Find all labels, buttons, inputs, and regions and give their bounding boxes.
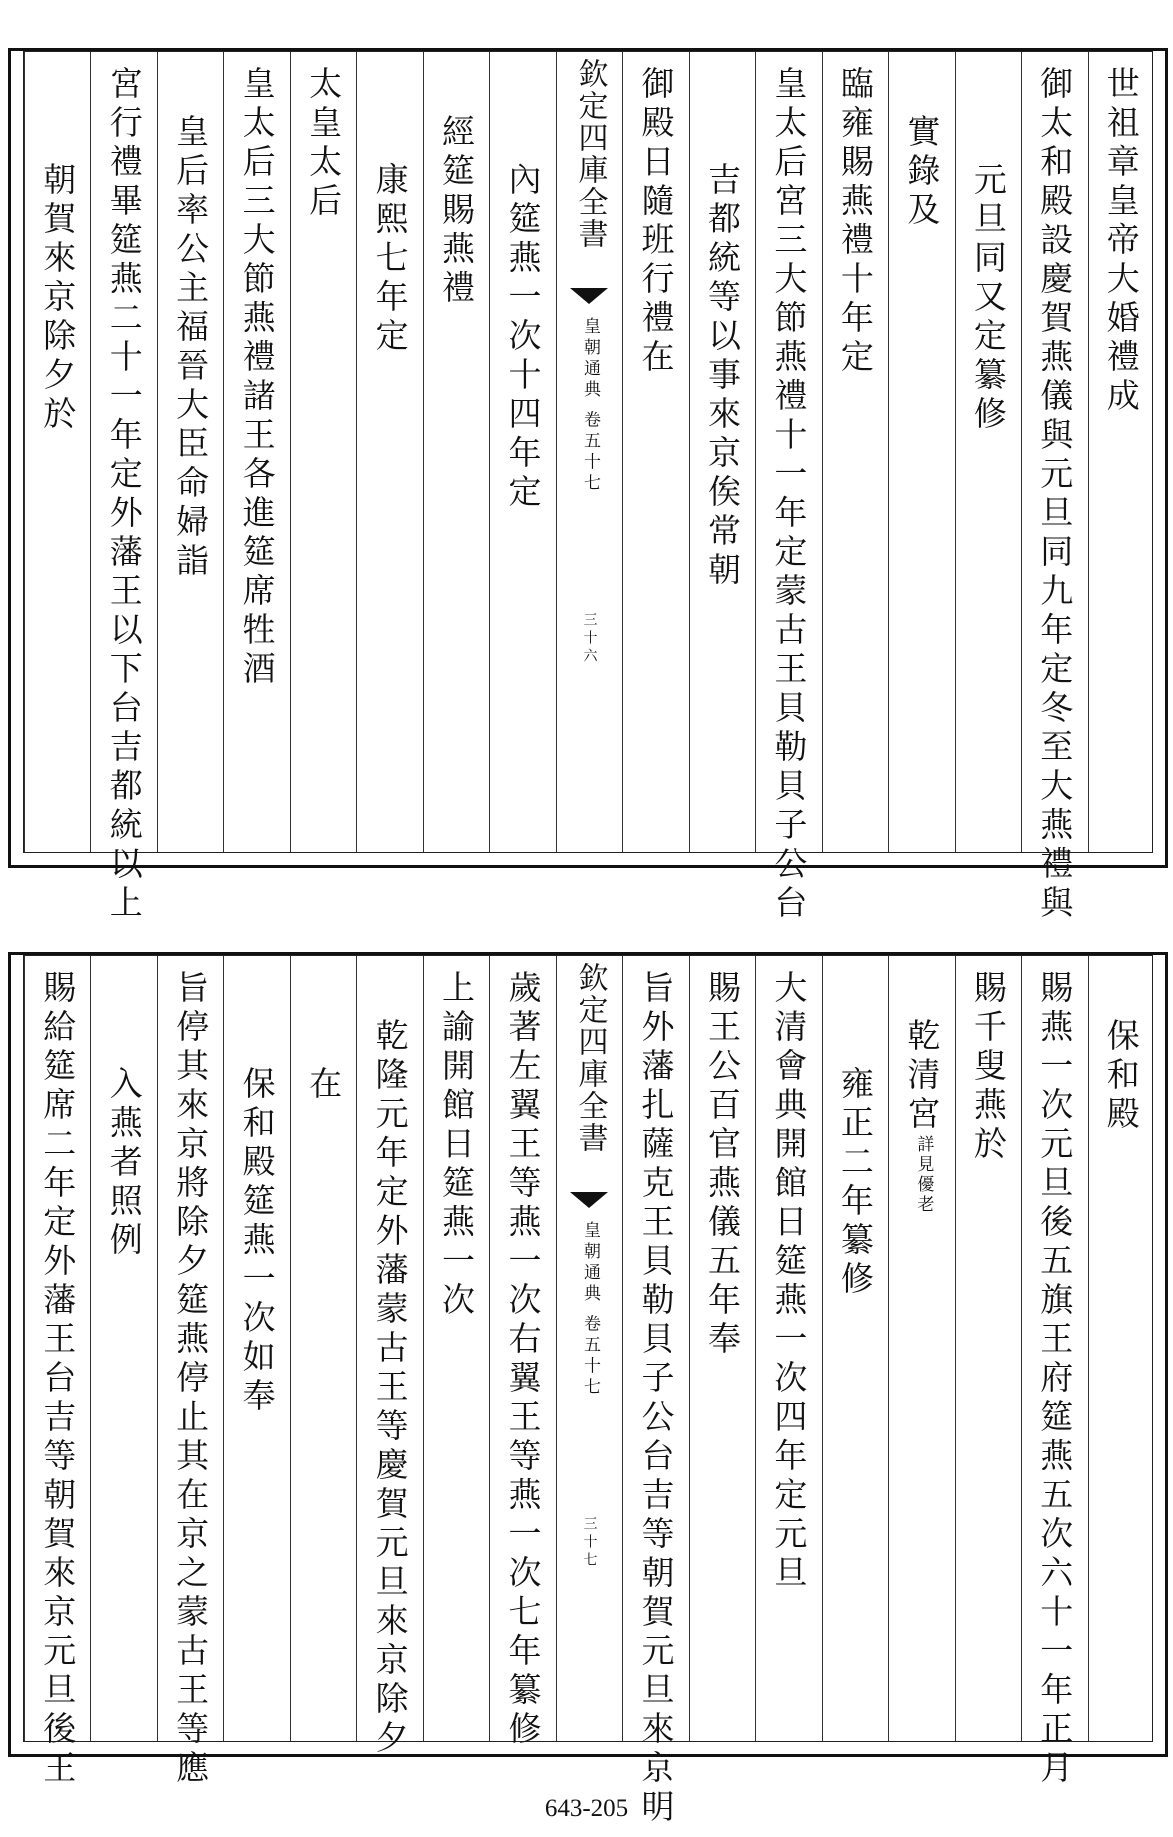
text-column	[356, 52, 422, 852]
interlinear-note: 詳見優老	[913, 1135, 934, 1215]
column-text: 皇太后宮三大節燕禮十一年定蒙古王貝勒貝子公台	[769, 66, 809, 924]
spine-column	[556, 956, 622, 1741]
leaf-number: 三十六	[581, 612, 598, 666]
text-column	[423, 52, 489, 852]
column-text: 宮行禮畢筵燕二十一年定外藩王以下台吉都統以上	[104, 66, 144, 924]
text-column	[689, 956, 755, 1741]
column-text: 乾隆元年定外藩蒙古王等慶賀元旦來京除夕	[370, 1018, 410, 1759]
text-column	[24, 52, 90, 852]
text-column	[955, 52, 1021, 852]
column-text: 太皇太后	[304, 66, 344, 222]
column-text: 大清會典開館日筵燕一次四年定元旦	[769, 970, 809, 1594]
column-text: 乾清宮	[902, 1018, 942, 1135]
column-text: 元旦同又定纂修	[968, 162, 1008, 435]
column-text: 朝賀來京除夕於	[38, 162, 78, 435]
text-column	[622, 956, 688, 1828]
spine-chapter: 皇朝通典 卷五十七	[579, 1221, 600, 1399]
book-title: 欽定四庫全書	[572, 58, 608, 250]
column-text: 內筵燕一次十四年定	[503, 162, 543, 513]
column-text: 皇太后三大節燕禮諸王各進筵席牲酒	[237, 66, 277, 690]
text-column	[1088, 956, 1154, 1741]
text-column	[1021, 956, 1087, 1789]
text-column	[489, 956, 555, 1750]
text-column	[955, 956, 1021, 1741]
text-column	[822, 52, 888, 852]
text-column	[223, 52, 289, 852]
column-text: 世祖章皇帝大婚禮成	[1101, 66, 1141, 417]
column-text: 實錄及	[902, 114, 942, 231]
fishtail-mark	[570, 1192, 608, 1208]
book-title: 欽定四庫全書	[572, 962, 608, 1154]
spine-chapter: 皇朝通典 卷五十七	[579, 317, 600, 495]
text-column	[157, 52, 223, 852]
text-column	[290, 52, 356, 852]
column-text: 雍正二年纂修	[835, 1066, 875, 1300]
text-column	[622, 52, 688, 852]
column-text: 賜千叟燕於	[968, 970, 1008, 1165]
column-text: 賜燕一次元旦後五旗王府筵燕五次六十一年正月	[1035, 970, 1075, 1789]
text-column	[689, 52, 755, 852]
column-text: 臨雍賜燕禮十年定	[835, 66, 875, 378]
column-text: 賜王公百官燕儀五年奉	[702, 970, 742, 1360]
text-column	[90, 956, 156, 1741]
text-column	[157, 956, 223, 1789]
column-text: 歲著左翼王等燕一次右翼王等燕一次七年纂修	[503, 970, 543, 1750]
page-number-footer: 643-205	[544, 1795, 629, 1822]
spine-column	[556, 52, 622, 852]
text-column	[755, 52, 821, 924]
column-text: 賜給筵席二年定外藩王台吉等朝賀來京元旦後王	[38, 970, 78, 1789]
text-column	[1021, 52, 1087, 924]
text-column	[356, 956, 422, 1759]
text-column	[290, 956, 356, 1741]
column-text: 保和殿	[1101, 1018, 1141, 1135]
text-column	[888, 52, 954, 852]
top-page-text-block	[23, 51, 1153, 924]
fishtail-mark	[570, 288, 608, 304]
text-column	[888, 956, 954, 1741]
text-column	[822, 956, 888, 1741]
text-column	[755, 956, 821, 1741]
column-text: 入燕者照例	[104, 1066, 144, 1261]
column-text: 吉都統等以事來京俟常朝	[702, 162, 742, 591]
column-text: 御殿日隨班行禮在	[636, 66, 676, 378]
column-text: 旨外藩扎薩克王貝勒貝子公台吉等朝賀元旦來京明	[636, 970, 676, 1828]
column-text: 旨停其來京將除夕筵燕停止其在京之蒙古王等應	[171, 970, 211, 1789]
text-column	[90, 52, 156, 924]
column-text: 皇后率公主福晉大臣命婦詣	[171, 114, 211, 582]
text-column	[423, 956, 489, 1741]
text-column	[1088, 52, 1154, 852]
column-text: 保和殿筵燕一次如奉	[237, 1066, 277, 1417]
column-text: 經筵賜燕禮	[437, 114, 477, 309]
column-text: 御太和殿設慶賀燕儀與元旦同九年定冬至大燕禮與	[1035, 66, 1075, 924]
text-column	[489, 52, 555, 852]
column-text: 康熙七年定	[370, 162, 410, 357]
top-page	[8, 48, 1168, 924]
column-text: 上諭開館日筵燕一次	[437, 970, 477, 1321]
leaf-number: 三十七	[581, 1516, 598, 1570]
text-column	[223, 956, 289, 1741]
text-column	[24, 956, 90, 1789]
column-text: 在	[304, 1066, 344, 1105]
